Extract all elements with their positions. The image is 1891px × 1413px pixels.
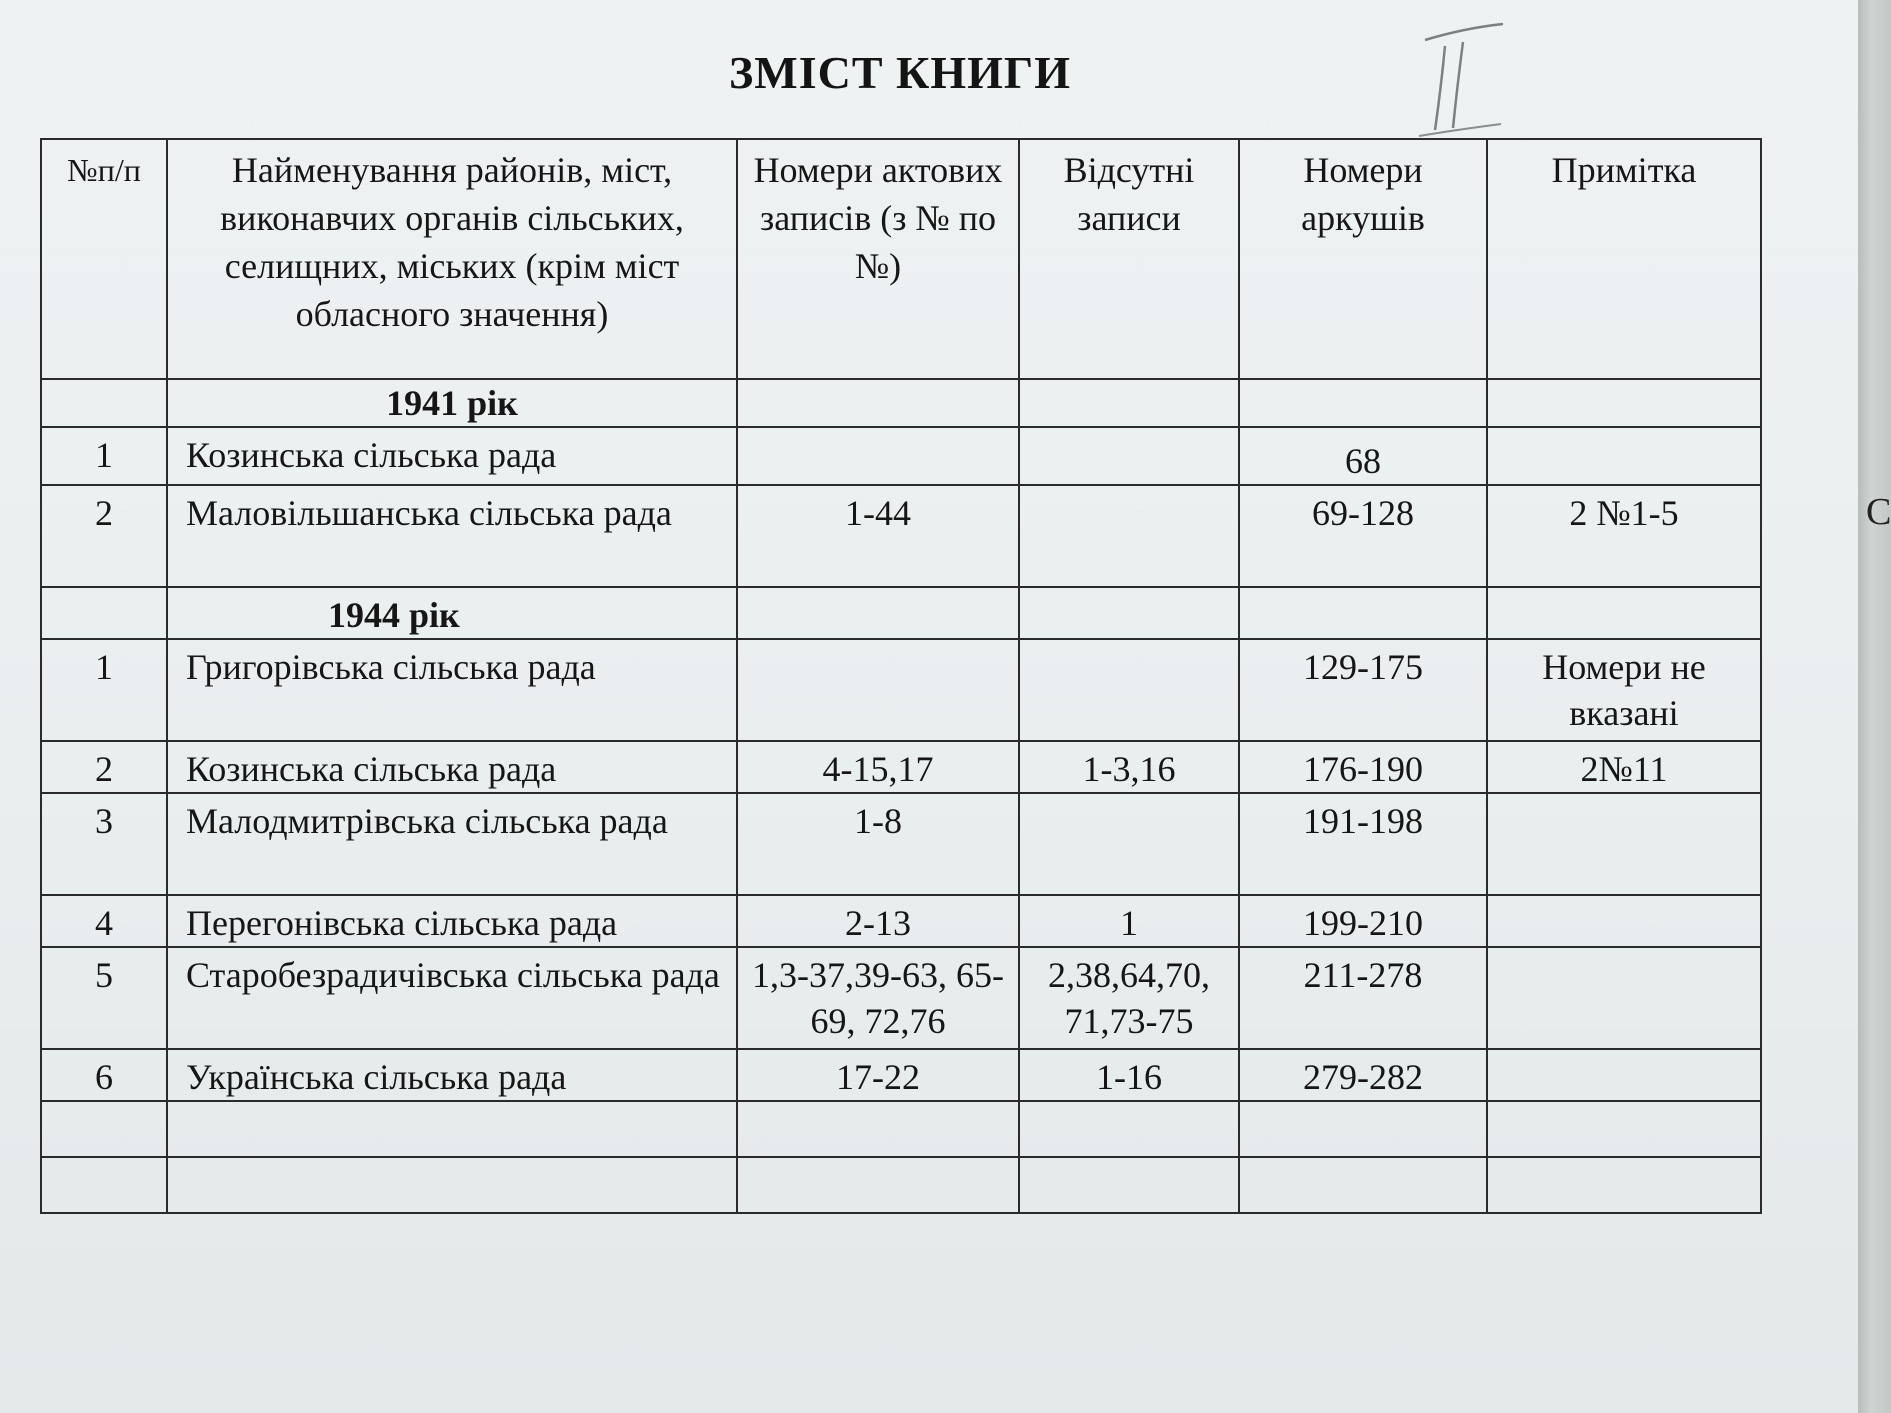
row-records: 1,3-37,39-63, 65-69, 72,76 [737, 947, 1019, 1049]
table-row [41, 895, 1761, 947]
row-num: 6 [41, 1049, 167, 1101]
row-note: 2 №1-5 [1487, 485, 1761, 587]
header-num: №п/п [41, 139, 167, 379]
row-missing [1019, 427, 1239, 485]
year-label: 1941 рік [167, 379, 737, 427]
row-note [1487, 895, 1761, 947]
header-name: Найменування районів, міст, виконавчих органів сільських, селищних, міських (крім міст обласного значення) [167, 139, 737, 379]
row-sheets: 191-198 [1239, 793, 1487, 895]
row-missing: 1 [1019, 895, 1239, 947]
table-row [41, 427, 1761, 485]
row-sheets: 176-190 [1239, 741, 1487, 793]
page-title: ЗМІСТ КНИГИ [729, 47, 1071, 98]
row-sheets: 211-278 [1239, 947, 1487, 1049]
row-note: Номери не вказані [1487, 639, 1761, 741]
row-missing [1019, 793, 1239, 895]
table-row [41, 741, 1761, 793]
table-row [41, 1049, 1761, 1101]
year-row [41, 379, 1761, 427]
row-missing: 1-16 [1019, 1049, 1239, 1101]
row-name: Старобезрадичівська сільська рада [167, 947, 737, 1049]
row-num: 3 [41, 793, 167, 895]
row-note [1487, 947, 1761, 1049]
edge-mark: C [1866, 491, 1891, 533]
row-note [1487, 427, 1761, 485]
row-missing [1019, 485, 1239, 587]
table-row [41, 793, 1761, 895]
row-name: Українська сільська рада [167, 1049, 737, 1101]
header-row [41, 139, 1761, 379]
row-num: 4 [41, 895, 167, 947]
empty-row [41, 1157, 1761, 1213]
row-records [737, 639, 1019, 741]
row-sheets: 129-175 [1239, 639, 1487, 741]
row-sheets: 199-210 [1239, 895, 1487, 947]
row-missing: 2,38,64,70, 71,73-75 [1019, 947, 1239, 1049]
row-note: 2№11 [1487, 741, 1761, 793]
empty-row [41, 1101, 1761, 1157]
table-row [41, 639, 1761, 741]
header-missing: Відсутні записи [1019, 139, 1239, 379]
row-records: 1-8 [737, 793, 1019, 895]
row-name: Перегонівська сільська рада [167, 895, 737, 947]
contents-table-wrap [40, 138, 1760, 1214]
row-num: 5 [41, 947, 167, 1049]
row-sheets: 69-128 [1239, 485, 1487, 587]
row-name: Маловільшанська сільська рада [167, 485, 737, 587]
row-note [1487, 1049, 1761, 1101]
header-note: Примітка [1487, 139, 1761, 379]
row-missing [1019, 639, 1239, 741]
header-sheets: Номери аркушів [1239, 139, 1487, 379]
row-name: Козинська сільська рада [167, 427, 737, 485]
row-num: 1 [41, 427, 167, 485]
row-sheets: 279-282 [1239, 1049, 1487, 1101]
year-row [41, 587, 1761, 639]
row-note [1487, 793, 1761, 895]
row-sheets: 68 [1239, 427, 1487, 485]
pencil-mark-icon [1405, 18, 1515, 148]
row-name: Григорівська сільська рада [167, 639, 737, 741]
row-records: 4-15,17 [737, 741, 1019, 793]
row-records: 17-22 [737, 1049, 1019, 1101]
row-missing: 1-3,16 [1019, 741, 1239, 793]
year-label: 1944 рік [167, 587, 737, 639]
row-records [737, 427, 1019, 485]
header-records: Номери актових записів (з № по №) [737, 139, 1019, 379]
row-num: 2 [41, 741, 167, 793]
contents-table [40, 138, 1762, 1214]
table-row [41, 947, 1761, 1049]
page-edge [1858, 0, 1891, 1413]
row-num: 2 [41, 485, 167, 587]
row-records: 2-13 [737, 895, 1019, 947]
row-name: Козинська сільська рада [167, 741, 737, 793]
row-num: 1 [41, 639, 167, 741]
row-name: Малодмитрівська сільська рада [167, 793, 737, 895]
row-records: 1-44 [737, 485, 1019, 587]
table-row [41, 485, 1761, 587]
